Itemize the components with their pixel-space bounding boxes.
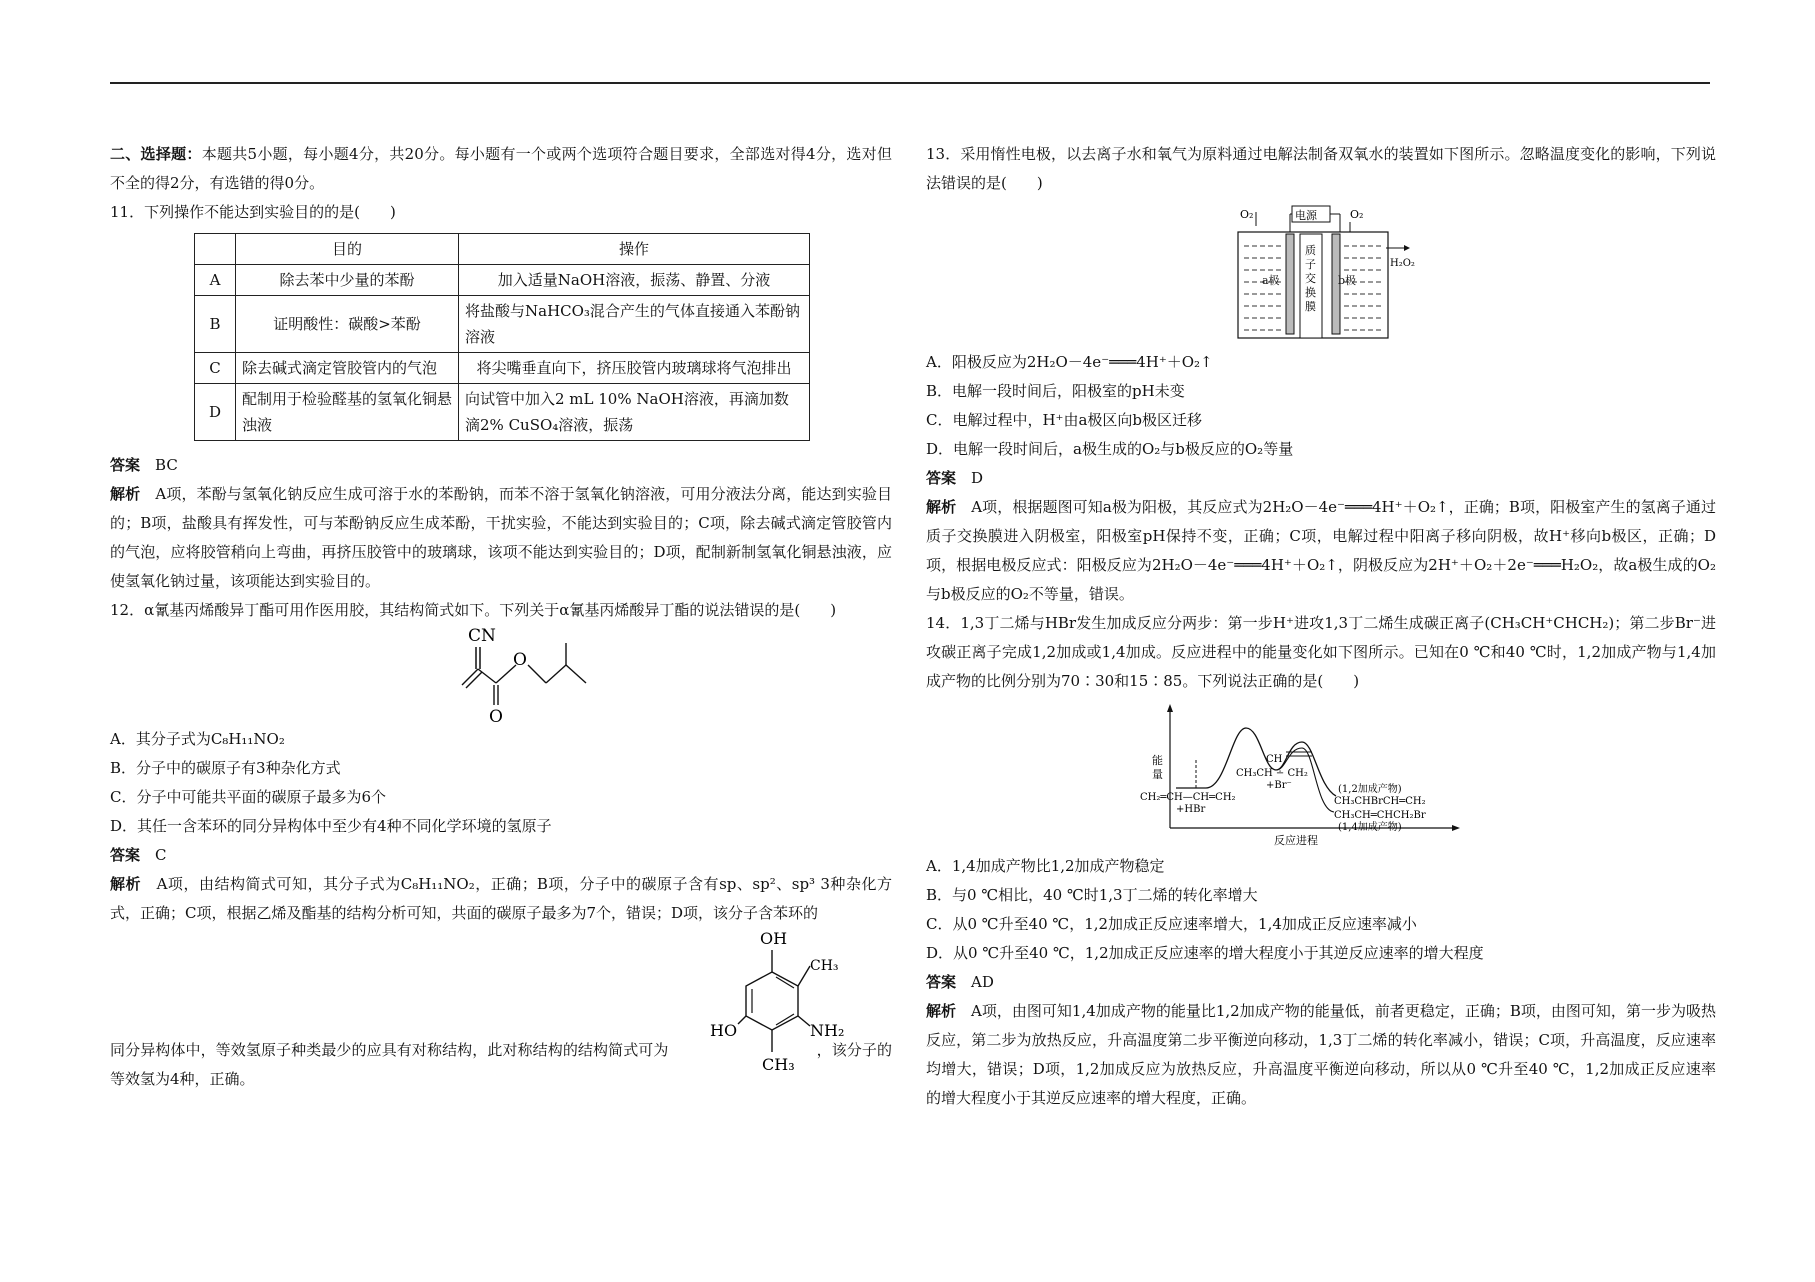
- table-row: [195, 265, 810, 296]
- q13-electrolysis-figure: [1236, 204, 1426, 344]
- q14-analysis: 解析 A项，由图可知1,4加成产物的能量比1,2加成产物的能量低，前者更稳定，正确；B项，由图可知，第一步为吸热反应，第二步为放热反应，升高温度第二步平衡逆向移动，1,3丁二烯的转化率减小，错误；C项，升高温度，反应速率均增大，错误；D项，1,2加成反应为放热反应，升高温度平衡逆向移动，所以从0 ℃升至40 ℃，1,2加成正反应速率的增大程度小于其逆反应速率的增大程度，正确。: [926, 1002, 1716, 1107]
- svg-text:CH₃CHBrCH═CH₂: CH₃CHBrCH═CH₂: [1334, 796, 1426, 807]
- q14-stem: 14．1,3丁二烯与HBr发生加成反应分两步：第一步H⁺进攻1,3丁二烯生成碳正离子(CH₃CH⁺CHCH₂)；第二步Br⁻进攻碳正离子完成1,2加成或1,4加成。反应进程中的能量变化如下图所示。已知在0 ℃和40 ℃时，1,2加成产物与1,4加成产物的比例分别为70∶30和15∶85。下列说法正确的是( ): [926, 614, 1716, 690]
- table-header: 目的: [236, 234, 459, 265]
- q11-answer: 答案 BC: [110, 456, 178, 474]
- svg-text:质: 质: [1305, 244, 1316, 257]
- header-rule: [110, 82, 1710, 84]
- svg-text:b极: b极: [1338, 274, 1357, 287]
- svg-text:O₂: O₂: [1240, 208, 1254, 221]
- svg-text:换: 换: [1305, 286, 1316, 299]
- axis-label: 能: [1152, 754, 1163, 767]
- q12-option: A．其分子式为C₈H₁₁NO₂: [110, 730, 285, 748]
- table-cell: 加入适量NaOH溶液，振荡、静置、分液: [459, 265, 810, 296]
- svg-text:NH₂: NH₂: [810, 1021, 845, 1040]
- axis-label: 反应进程: [1274, 834, 1318, 847]
- section-heading: 二、选择题：: [110, 145, 202, 163]
- q13-option: B．电解一段时间后，阳极室的pH未变: [926, 382, 1185, 400]
- q13-stem: 13．采用惰性电极，以去离子水和氧气为原料通过电解法制备双氧水的装置如下图所示。忽略温度变化的影响，下列说法错误的是( ): [926, 145, 1716, 192]
- q13-analysis: 解析 A项，根据题图可知a极为阳极，其反应式为2H₂O－4e⁻═══4H⁺＋O₂↑，正确；B项，阳极室产生的氢离子通过质子交换膜进入阴极室，阳极室pH保持不变，正确；C项，电解过程中阳离子移向阴极，故H⁺移向b极区，正确；D项，根据电极反应式：阳极反应为2H₂O－4e⁻═══4H⁺＋O₂↑，阴极反应为2H⁺＋O₂＋2e⁻═══H₂O₂，故a极生成的O₂与b极反应的O₂不等量，错误。: [926, 498, 1716, 603]
- table-row: [195, 384, 810, 441]
- q12-analysis: 解析 A项，由结构简式可知，其分子式为C₈H₁₁NO₂，正确；B项，分子中的碳原子含有sp、sp²、sp³ 3种杂化方式，正确；C项，根据乙烯及酯基的结构分析可知，共面的碳原子最多为7个，错误；D项，该分子含苯环的: [110, 875, 892, 922]
- q14-option: C．从0 ℃升至40 ℃，1,2加成正反应速率增大，1,4加成正反应速率减小: [926, 915, 1417, 933]
- svg-text:OH: OH: [760, 929, 788, 948]
- table-row: [195, 296, 810, 353]
- q14-answer: 答案 AD: [926, 973, 994, 991]
- svg-text:H₂O₂: H₂O₂: [1390, 258, 1415, 269]
- svg-text:+HBr: +HBr: [1176, 804, 1206, 815]
- svg-text:CH₃: CH₃: [810, 958, 839, 974]
- svg-text:CH₃: CH₃: [762, 1055, 795, 1074]
- q13-option: D．电解一段时间后，a极生成的O₂与b极反应的O₂等量: [926, 440, 1294, 458]
- svg-text:膜: 膜: [1305, 300, 1316, 313]
- q12-analysis-tail: OH CH₃ HO NH₂ CH₃ 同分异构体中，等效氢原子种类最少的应具有对称结构，此对称结构的结构简式可为 ，该分子的等效氢为4种，正确。: [110, 929, 892, 1088]
- table-header-row: [195, 234, 810, 265]
- svg-text:电源: 电源: [1295, 209, 1317, 222]
- svg-text:CH₂═CH—CH═CH₂: CH₂═CH—CH═CH₂: [1140, 792, 1236, 803]
- q14-energy-diagram: [1136, 700, 1466, 850]
- q14-option: A．1,4加成产物比1,2加成产物稳定: [926, 857, 1165, 875]
- table-header: 操作: [459, 234, 810, 265]
- svg-text:(1,4­加成产物): (1,4加成产物): [1338, 822, 1402, 833]
- table-cell: 配制用于检验醛基的氢氧化铜悬浊液: [236, 384, 459, 441]
- q14-option: D．从0 ℃升至40 ℃，1,2加成正反应速率的增大程度小于其逆反应速率的增大程度: [926, 944, 1484, 962]
- table-cell: 将盐酸与NaHCO₃混合产生的气体直接通入苯酚钠溶液: [459, 296, 810, 353]
- axis-label: 量: [1152, 768, 1163, 781]
- q13-answer: 答案 D: [926, 469, 984, 487]
- svg-text:HO: HO: [710, 1021, 738, 1040]
- q12-stem: 12．α氰基丙烯酸异丁酯可用作医用胶，其结构简式如下。下列关于α氰基丙烯酸异丁酯的说法错误的是( ): [110, 601, 837, 619]
- q11-table: [194, 233, 810, 441]
- section-intro: 二、选择题：本题共5小题，每小题4分，共20分。每小题有一个或两个选项符合题目要求，全部选对得4分，选对但不全的得2分，有选错的得0分。: [110, 145, 892, 192]
- table-row: [195, 353, 810, 384]
- q11-stem: 11．下列操作不能达到实验目的的是( ): [110, 203, 396, 221]
- q12-option: B．分子中的碳原子有3种杂化方式: [110, 759, 341, 777]
- q12-structure: [440, 625, 640, 725]
- q13-option: C．电解过程中，H⁺由a极区向b极区迁移: [926, 411, 1203, 429]
- svg-text:子: 子: [1305, 258, 1316, 271]
- table-cell: C: [195, 353, 236, 384]
- table-cell: 除去苯中少量的苯酚: [236, 265, 459, 296]
- right-column: [926, 140, 1716, 1113]
- svg-text:CH₃CH ∸ CH₂: CH₃CH ∸ CH₂: [1236, 768, 1308, 779]
- struct-label: CN: [468, 626, 496, 646]
- svg-text:CH: CH: [1266, 754, 1283, 765]
- q14-option: B．与0 ℃相比，40 ℃时1,3丁二烯的转化率增大: [926, 886, 1258, 904]
- struct-label: O: [513, 650, 527, 670]
- svg-text:交: 交: [1305, 272, 1316, 285]
- table-cell: 证明酸性：碳酸>苯酚: [236, 296, 459, 353]
- q11-analysis: 解析 A项，苯酚与氢氧化钠反应生成可溶于水的苯酚钠，而苯不溶于氢氧化钠溶液，可用分液法分离，能达到实验目的；B项，盐酸具有挥发性，可与苯酚钠反应生成苯酚，干扰实验，不能达到实验目的；C项，除去碱式滴定管胶管内的气泡，应将胶管稍向上弯曲，再挤压胶管中的玻璃球，该项不能达到实验目的；D项，配制新制氢氧化铜悬浊液，应使氢氧化钠过量，该项能达到实验目的。: [110, 485, 892, 590]
- svg-text:CH₃CH═CHCH₂Br: CH₃CH═CHCH₂Br: [1334, 810, 1426, 821]
- left-column: [110, 140, 892, 1088]
- svg-text:+Br⁻: +Br⁻: [1266, 780, 1292, 791]
- table-header: [195, 234, 236, 265]
- table-cell: A: [195, 265, 236, 296]
- svg-text:(1,2­加成产物): (1,2加成产物): [1338, 784, 1402, 795]
- table-cell: B: [195, 296, 236, 353]
- q12-option: D．其任一含苯环的同分异构体中至少有4种不同化学环境的氢原子: [110, 817, 552, 835]
- table-cell: 向试管中加入2 mL 10% NaOH溶液，再滴加数滴2% CuSO₄溶液，振荡: [459, 384, 810, 441]
- q12-option: C．分子中可能共平面的碳原子最多为6个: [110, 788, 387, 806]
- svg-text:O₂: O₂: [1350, 208, 1364, 221]
- struct-label: O: [489, 707, 503, 725]
- q13-option: A．阳极反应为2H₂O－4e⁻═══4H⁺＋O₂↑: [926, 353, 1213, 371]
- table-cell: D: [195, 384, 236, 441]
- svg-text:a极: a极: [1262, 274, 1280, 287]
- q12-answer: 答案 C: [110, 846, 167, 864]
- table-cell: 将尖嘴垂直向下，挤压胶管内玻璃球将气泡排出: [459, 353, 810, 384]
- table-cell: 除去碱式滴定管胶管内的气泡: [236, 353, 459, 384]
